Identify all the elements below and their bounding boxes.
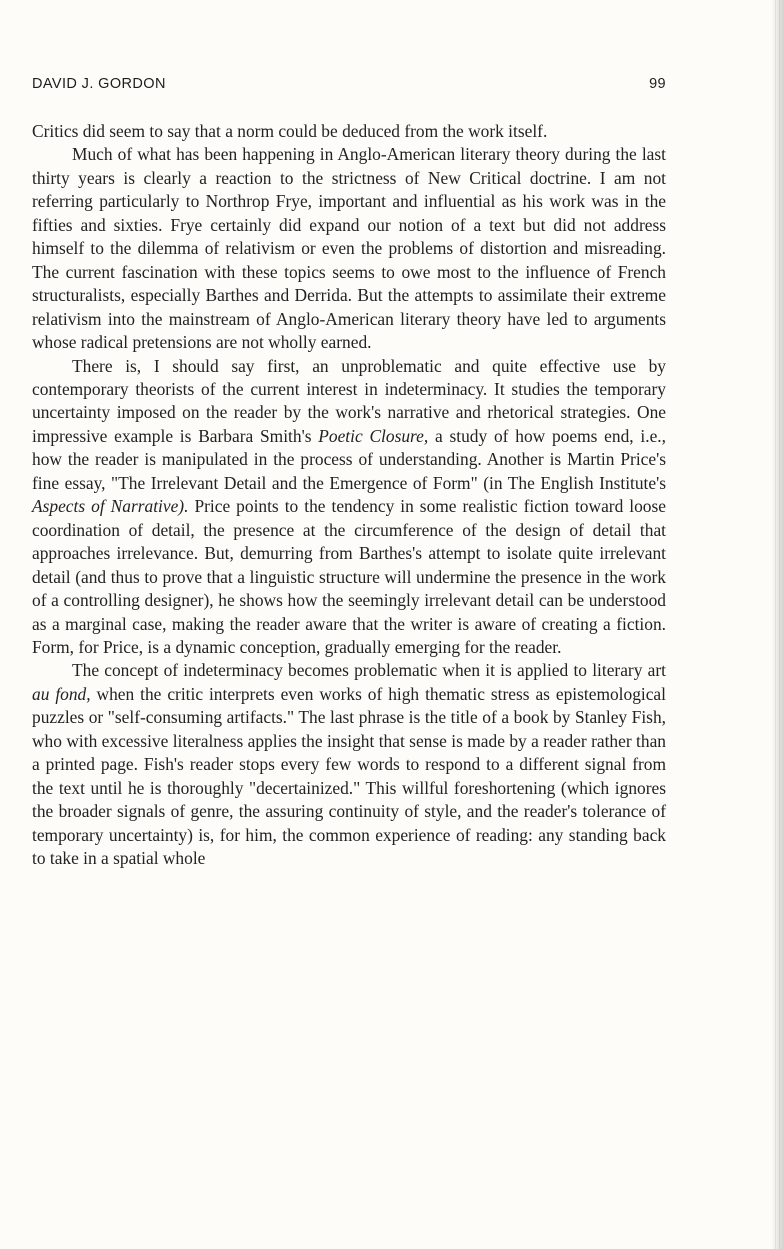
paragraph-4-text-c: when the critic interprets even works of high thematic stress as epistemological puzzles or "self-consuming artifacts." The last phrase is the title of a book by Stanley Fish, who with excessive literalness applies the insight that sense is made by a reader rather than a printed page. Fish's reader stops every few words to respond to a different signal from the text until he is thoroughly "decertainized." This willful foreshortening (which ignores the broader signals of genre, the assuring continuity of style, and the reader's tolerance of temporary uncertainty) is, for him, the common experience of reading: any standing back to take in a spatial whole (32, 683, 666, 869)
paragraph-1: Critics did seem to say that a norm could be deduced from the work itself. (32, 121, 548, 141)
phrase-au-fond: au fond, (32, 683, 91, 704)
page-number: 99 (649, 76, 666, 92)
paragraph-3-text-c: a study of how poems end, i.e., how the reader is manipulated in the process of understanding. Another is Martin Price's fine essay, "The Irrelevant Detail and the Emergence of Form" (in The English Institute's (32, 425, 666, 493)
book-title-aspects-of-narrative: Aspects of Narrative). (32, 496, 189, 517)
paragraph-4 (32, 659, 666, 870)
page-edge-line (779, 0, 780, 1249)
body-text (32, 120, 666, 871)
running-head-author: DAVID J. GORDON (32, 76, 166, 92)
running-head (32, 76, 666, 96)
page-edge-shadow (771, 0, 783, 1249)
paragraph-3-text-a: There is, I should say first, an unproblematic and quite effective use by contemporary theorists of the current interest in indeterminacy. It studies the temporary uncertainty imposed on the reader by the work's narrative and rhetorical strategies. One impressive example is Barbara Smith's (32, 355, 666, 446)
paragraph-4-text-a: The concept of indeterminacy becomes problematic when it is applied to literary art (72, 660, 666, 681)
page-edge-line (775, 0, 776, 1249)
paragraph-3 (32, 355, 666, 660)
paragraph-3-text-e: Price points to the tendency in some realistic fiction toward loose coordination of detail, the presence at the circumference of the design of detail that approaches irrelevance. But, demurring from Barthes's attempt to isolate quite irrelevant detail (and thus to prove that a linguistic structure will undermine the presence in the work of a controlling designer), he shows how the seemingly irrelevant detail can be understood as a marginal case, making the reader aware that the writer is aware of creating a fiction. Form, for Price, is a dynamic conception, gradually emerging for the reader. (32, 496, 666, 657)
paragraph-2: Much of what has been happening in Anglo-American literary theory during the last thirty years is clearly a reaction to the strictness of New Critical doctrine. I am not referring particularly to Northrop Frye, important and influential as his work was in the fifties and sixties. Frye certainly did expand our notion of a text but did not address himself to the dilemma of relativism or even the problems of distortion and misreading. The current fascination with these topics seems to owe most to the influence of French structuralists, especially Barthes and Derrida. But the attempts to assimilate their extreme relativism into the mainstream of Anglo-American literary theory have led to arguments whose radical pretensions are not wholly earned. (32, 144, 666, 353)
book-title-poetic-closure: Poetic Closure, (318, 425, 429, 446)
